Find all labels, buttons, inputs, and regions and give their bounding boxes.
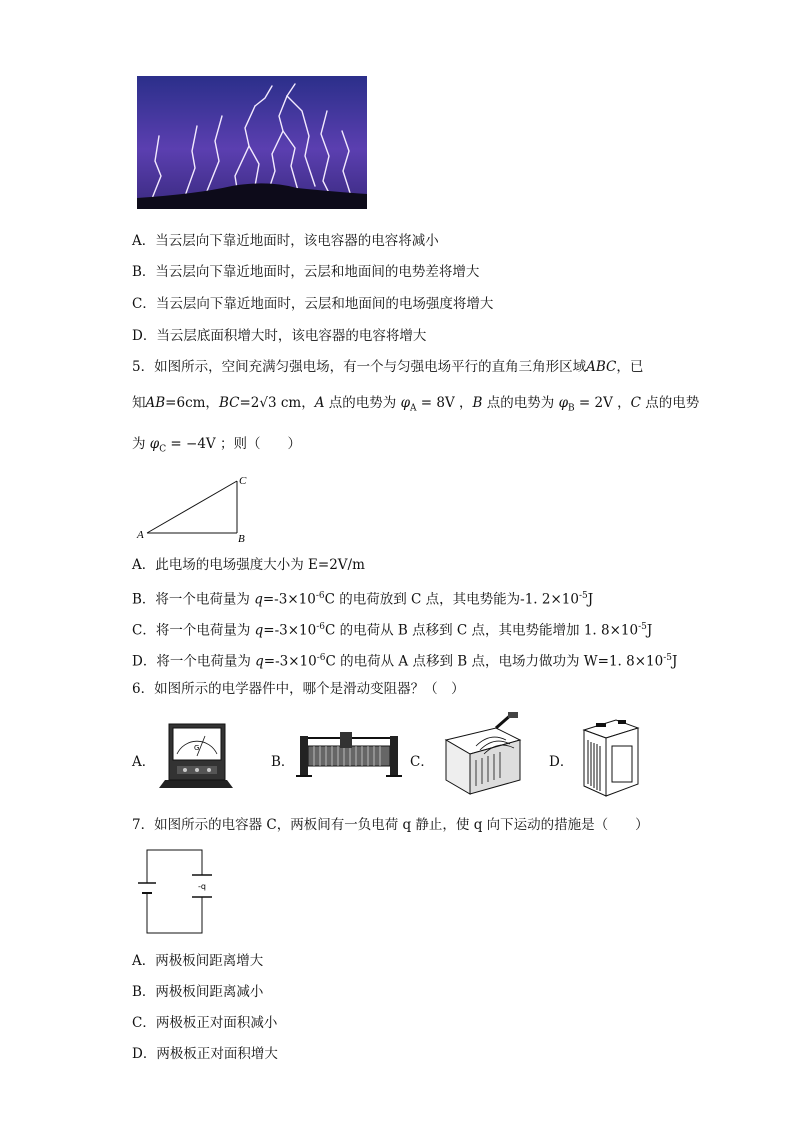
variable-capacitor-image <box>436 710 528 798</box>
q6-label-c: C． <box>410 754 434 770</box>
battery-box-image <box>576 710 646 800</box>
rheostat-image <box>294 726 404 786</box>
q4-option-d: D．当云层底面积增大时，该电容器的电容将增大 <box>132 328 427 344</box>
q5-option-c: C．将一个电荷量为 $q=-3\times 10^{-6}C$ 的电荷从 B 点移到 C 点，其电势能增加 1. $8\times 10^{-5}J$ <box>132 622 653 639</box>
galvanometer-image <box>155 718 237 790</box>
point-c-label: C <box>239 475 247 487</box>
point-a-label: A <box>137 529 144 541</box>
q4-option-c: C．当云层向下靠近地面时，云层和地面间的电场强度将增大 <box>132 296 494 312</box>
galvanometer-mark: G <box>194 744 200 752</box>
q7-option-b: B．两极板间距离减小 <box>132 984 264 1000</box>
point-b-label: B <box>238 533 245 545</box>
q6-stem: 6．如图所示的电学器件中，哪个是滑动变阻器？（ ） <box>132 681 465 697</box>
lightning-photo <box>137 76 367 209</box>
q6-label-d: D． <box>549 754 574 770</box>
q5-stem-line1: 5．如图所示，空间充满匀强电场，有一个与匀强电场平行的直角三角形区域ABC，已 <box>132 359 644 375</box>
q7-stem: 7．如图所示的电容器 C，两板间有一负电荷 q 静止，使 q 向下运动的措施是（ ） <box>132 817 649 833</box>
q5-option-b: B．将一个电荷量为 $q=-3\times 10^{-6}C$ 的电荷放到 C 点，其电势能为-1. $2\times 10^{-5}J$ <box>132 591 594 608</box>
capacitor-circuit-figure <box>132 845 222 937</box>
q5-stem-line2: 知AB=6cm，BC=2√3 cm，A 点的电势为 $\varphi_A = 8V$ ，B 点的电势为 $\varphi_B = 2V$ ，C 点的电势 <box>132 395 700 414</box>
q7-option-a: A．两极板间距离增大 <box>132 953 264 969</box>
charge-label: -q <box>198 882 206 891</box>
q6-label-a: A． <box>132 754 156 770</box>
q5-option-d: D．将一个电荷量为 $q=-3\times 10^{-6}C$ 的电荷从 A 点移到 B 点，电场力做功为 W=1. $8\times 10^{-5}J$ <box>132 653 678 670</box>
q4-option-b: B．当云层向下靠近地面时，云层和地面间的电势差将增大 <box>132 264 480 280</box>
q7-option-d: D．两极板正对面积增大 <box>132 1046 278 1062</box>
q5-option-a: A．此电场的电场强度大小为 E=2V/m <box>132 557 365 573</box>
q6-label-b: B． <box>271 754 295 770</box>
q5-stem-line3: 为 $\varphi_C = -4V$ ；则（ ） <box>132 436 301 455</box>
q7-option-c: C．两极板正对面积减小 <box>132 1015 278 1031</box>
q4-option-a: A．当云层向下靠近地面时，该电容器的电容将减小 <box>132 233 439 249</box>
triangle-figure <box>132 470 262 545</box>
